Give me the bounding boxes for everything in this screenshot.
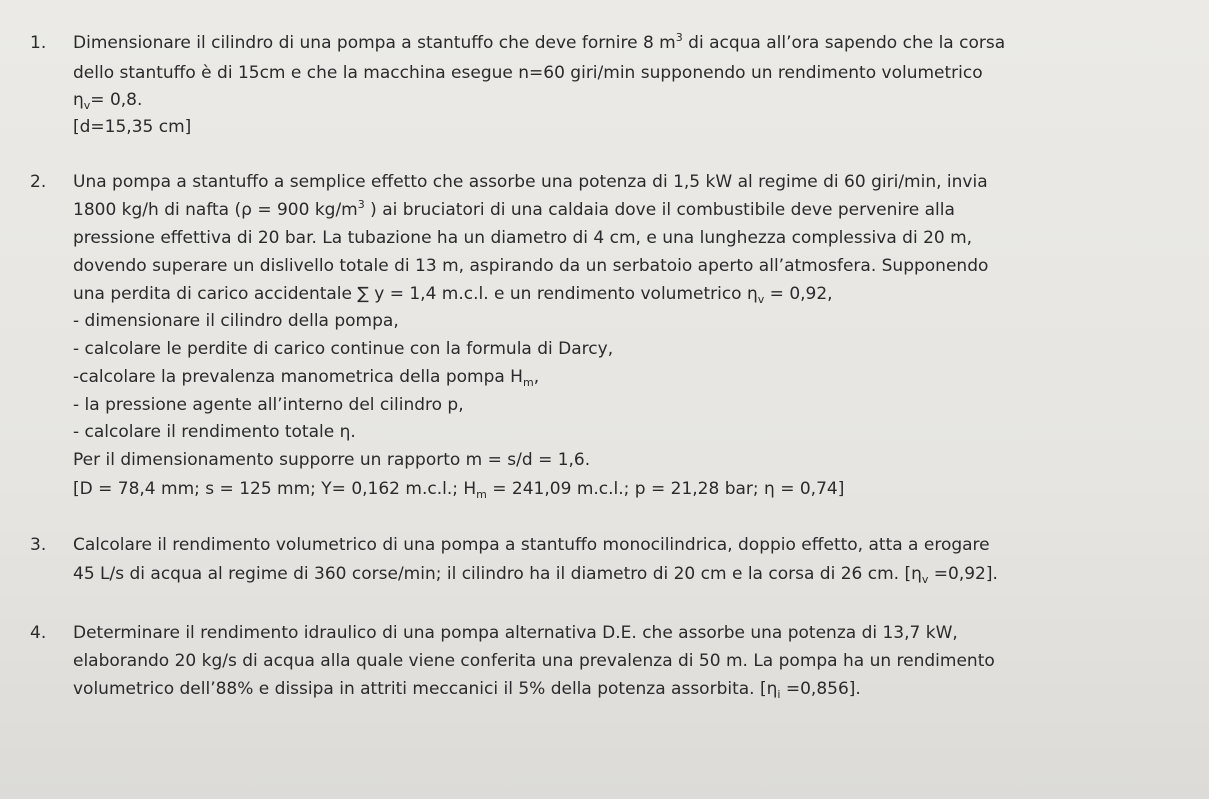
text-line: 1800 kg/h di nafta (ρ = 900 $kg/m^3$ ) ai bruciatori di una caldaia dove il combustibile deve pervenire alla (73, 198, 955, 220)
text-line: - la pressione agente all’interno del cilindro p, (73, 395, 464, 415)
text-line: 45 L/s di acqua al regime di 360 corse/min; il cilindro ha il diametro di 20 cm e la corsa di 26 cm. $[\eta_v =0,92]$. (73, 564, 998, 586)
text-line: pressione effettiva di 20 bar. La tubazione ha un diametro di 4 cm, e una lunghezza complessiva di 20 m, (73, 228, 973, 248)
answer-line: [d=15,35 cm] (73, 117, 192, 137)
text-line: $\eta_v= 0,8$. (73, 90, 143, 112)
text-line: Una pompa a stantuffo a semplice effetto che assorbe una potenza di 1,5 kW al regime di 60 giri/min, invia (73, 172, 988, 192)
text-line: Calcolare il rendimento volumetrico di una pompa a stantuffo monocilindrica, doppio effetto, atta a erogare (73, 535, 990, 555)
text-line: una perdita di carico accidentale ∑ y = 1,4 m.c.l. e un rendimento volumetrico $\eta_v = 0,92$, (73, 284, 833, 306)
problem-number: 4. (30, 623, 47, 643)
text-line: Per il dimensionamento supporre un rapporto m = s/d = 1,6. (73, 450, 591, 470)
text-line: - dimensionare il cilindro della pompa, (73, 311, 399, 331)
text-line: elaborando 20 kg/s di acqua alla quale viene conferita una prevalenza di 50 m. La pompa ha un rendimento (73, 651, 995, 671)
text-line: -calcolare la prevalenza manometrica della pompa $H_m$, (73, 367, 540, 389)
text-line: Dimensionare il cilindro di una pompa a stantuffo che deve fornire 8 $m^3$ di acqua all’ora sapendo che la corsa (73, 31, 1006, 53)
text-line: Determinare il rendimento idraulico di una pompa alternativa D.E. che assorbe una potenza di 13,7 kW, (73, 623, 958, 643)
text-line: - calcolare il rendimento totale η. (73, 422, 356, 442)
problem-number: 3. (30, 535, 47, 555)
text-line: dello stantuffo è di 15cm e che la macchina esegue n=60 giri/min supponendo un rendimento volumetrico (73, 63, 983, 83)
text-line: dovendo superare un dislivello totale di 13 m, aspirando da un serbatoio aperto all’atmosfera. Supponendo (73, 256, 989, 276)
text-line: volumetrico dell’88% e dissipa in attriti meccanici il 5% della potenza assorbita. $[\eta_i =0,856]$. (73, 679, 861, 701)
text-line: - calcolare le perdite di carico continue con la formula di Darcy, (73, 339, 614, 359)
answer-line: [D = 78,4 mm; s = 125 mm; Y= 0,162 m.c.l.; $H_m = 241,09$ m.c.l.; p = 21,28 bar; η = 0,74] (73, 479, 845, 501)
problem-number: 2. (30, 172, 47, 192)
problem-number: 1. (30, 33, 47, 53)
